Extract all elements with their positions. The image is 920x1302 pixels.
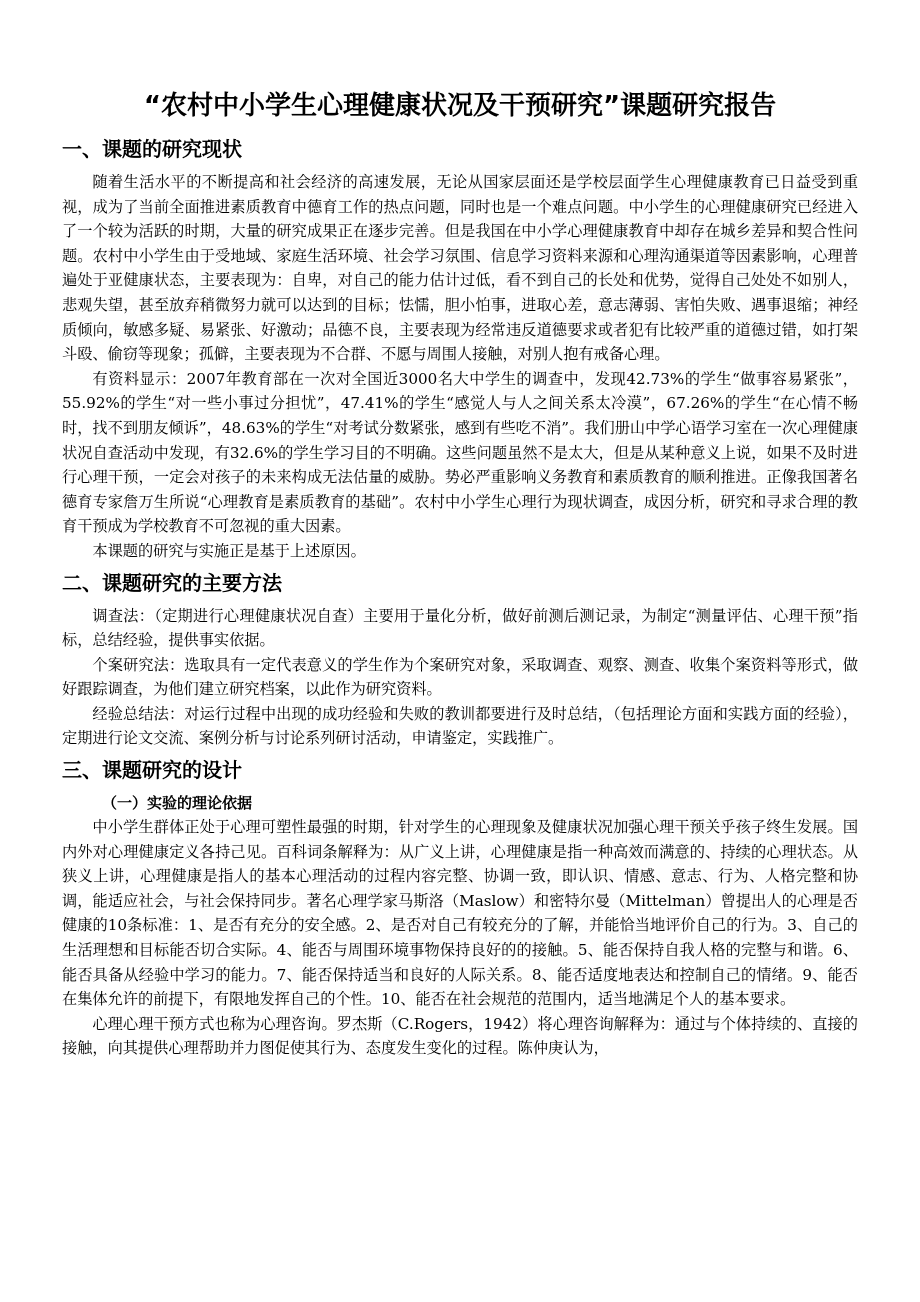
paragraph: 调查法：（定期进行心理健康状况自查）主要用于量化分析，做好前测后测记录，为制定“测量评估、心理干预”指标，总结经验，提供事实依据。 bbox=[62, 606, 858, 650]
paragraph: 经验总结法：对运行过程中出现的成功经验和失败的教训都要进行及时总结，（包括理论方面和实践方面的经验），定期进行论文交流、案例分析与讨论系列研讨活动，申请鉴定，实践推广。 bbox=[62, 704, 858, 748]
section-heading: 二、课题研究的主要方法 bbox=[62, 570, 282, 595]
paragraph: 本课题的研究与实施正是基于上述原因。 bbox=[92, 541, 366, 560]
document-title: “农村中小学生心理健康状况及干预研究”课题研究报告 bbox=[143, 91, 777, 121]
section-research-design bbox=[62, 755, 858, 1061]
section-research-methods bbox=[62, 568, 858, 752]
section-heading: 三、课题研究的设计 bbox=[62, 758, 242, 783]
paragraph: 中小学生群体正处于心理可塑性最强的时期，针对学生的心理现象及健康状况加强心理干预关乎孩子终生发展。国内外对心理健康定义各持己见。百科词条解释为：从广义上讲，心理健康是指一种高效而满意的、持续的心理状态。从狭义上讲，心理健康是指人的基本心理活动的过程内容完整、协调一致，即认识、情感、意志、行为、人格完整和协调，能适应社会，与社会保持同步。著名心理学家马斯洛（Maslow）和密特尔曼（Mittelman）曾提出人的心理是否健康的10条标准：1、是否有充分的安全感。2、是否对自己有较充分的了解，并能恰当地评价自己的行为。3、自己的生活理想和目标能否切合实际。4、能否与周围环境事物保持良好的的接触。5、能否保持自我人格的完整与和谐。6、能否具备从经验中学习的能力。7、能否保持适当和良好的人际关系。8、能否适度地表达和控制自己的情绪。9、能否在集体允许的前提下，有限地发挥自己的个性。10、能否在社会规范的范围内，适当地满足个人的基本要求。 bbox=[62, 818, 858, 1009]
sub-heading: （一）实验的理论依据 bbox=[102, 794, 253, 813]
section-research-status bbox=[62, 134, 858, 564]
paragraph: 个案研究法：选取具有一定代表意义的学生作为个案研究对象，采取调查、观察、测查、收集个案资料等形式，做好跟踪调查，为他们建立研究档案，以此作为研究资料。 bbox=[62, 655, 858, 699]
paragraph: 有资料显示：2007年教育部在一次对全国近3000名大中学生的调查中，发现42.73%的学生“做事容易紧张”，55.92%的学生“对一些小事过分担忧”，47.41%的学生“感觉人与人之间关系太冷漠”，67.26%的学生“在心情不畅时，找不到朋友倾诉”，48.63%的学生“对考试分数紧张，感到有些吃不消”。我们册山中学心语学习室在一次心理健康状况自查活动中发现，有32.6%的学生学习目的不明确。这些问题虽然不是太大，但是从某种意义上说，如果不及时进行心理干预，一定会对孩子的未来构成无法估量的威胁。势必严重影响义务教育和素质教育的顺利推进。正像我国著名德育专家詹万生所说“心理教育是素质教育的基础”。农村中小学生心理行为现状调查，成因分析，研究和寻求合理的教育干预成为学校教育不可忽视的重大因素。 bbox=[62, 369, 858, 536]
paragraph: 随着生活水平的不断提高和社会经济的高速发展，无论从国家层面还是学校层面学生心理健康教育已日益受到重视，成为了当前全面推进素质教育中德育工作的热点问题，同时也是一个难点问题。中小学生的心理健康研究已经进入了一个较为活跃的时期，大量的研究成果正在逐步完善。但是我国在中小学心理健康教育中却存在城乡差异和契合性问题。农村中小学生由于受地域、家庭生活环境、社会学习氛围、信息学习资料来源和心理沟通渠道等因素影响，心理普遍处于亚健康状态，主要表现为：自卑，对自己的能力估计过低，看不到自己的长处和优势，觉得自己处处不如别人，悲观失望，甚至放弃稍微努力就可以达到的目标；怯懦，胆小怕事，进取心差，意志薄弱、害怕失败、遇事退缩；神经质倾向，敏感多疑、易紧张、好激动；品德不良，主要表现为经常违反道德要求或者犯有比较严重的道德过错，如打架斗殴、偷窃等现象；孤僻，主要表现为不合群、不愿与周围人接触，对别人抱有戒备心理。 bbox=[62, 173, 858, 364]
paragraph: 心理心理干预方式也称为心理咨询。罗杰斯（C.Rogers，1942）将心理咨询解释为：通过与个体持续的、直接的接触，向其提供心理帮助并力图促使其行为、态度发生变化的过程。陈仲庚认为， bbox=[62, 1014, 858, 1058]
section-heading: 一、课题的研究现状 bbox=[62, 137, 242, 161]
